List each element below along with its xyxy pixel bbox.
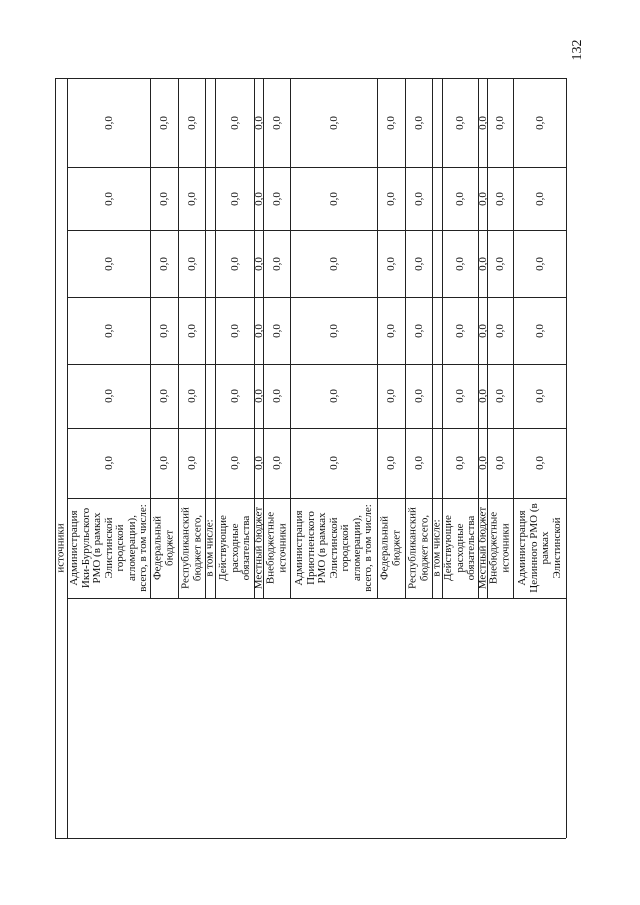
value-text: 0,0 — [102, 323, 115, 338]
row-label-line: бюджет — [163, 530, 175, 566]
value-text: 0,0 — [454, 191, 466, 206]
value-text: 0,0 — [228, 389, 241, 403]
value-cell — [513, 364, 566, 428]
value-cell — [442, 167, 478, 230]
value-cell — [432, 78, 442, 167]
row-label-line: бюджет всего, — [190, 514, 203, 582]
value-text: 0,0 — [412, 191, 425, 206]
value-text: 0,0 — [252, 256, 265, 271]
value-cell — [215, 297, 254, 364]
row-label-line: агломерации), — [124, 515, 137, 581]
value-cell — [487, 167, 513, 230]
value-cell — [55, 297, 67, 364]
value-cell — [263, 364, 290, 428]
row-label-line: рамках — [538, 531, 551, 565]
value-cell — [215, 78, 254, 167]
value-cell — [178, 230, 205, 297]
value-cell — [513, 428, 566, 498]
row-label-line: бюджет — [390, 530, 402, 566]
value-cell — [290, 428, 377, 498]
value-cell — [178, 167, 205, 230]
row-label-cell — [442, 498, 478, 598]
row-label-line: агломерации), — [349, 515, 362, 581]
table-border-bottom — [55, 838, 566, 839]
value-cell — [150, 297, 178, 364]
row-label-line: Внебюджетные — [264, 511, 276, 585]
value-text: 0,0 — [385, 191, 397, 206]
value-text: 0,0 — [270, 191, 283, 206]
value-text: 0,0 — [158, 256, 170, 271]
value-cell — [215, 428, 254, 498]
row-label-line: обязательства — [464, 515, 477, 581]
value-cell — [487, 230, 513, 297]
value-cell — [215, 230, 254, 297]
row-label-line: источники — [54, 523, 67, 573]
value-text: 0,0 — [476, 456, 489, 470]
value-text: 0,0 — [327, 323, 340, 338]
value-cell — [478, 428, 487, 498]
page-number: 132 — [570, 39, 585, 61]
row-label-line: Республиканский — [406, 507, 418, 589]
value-text: 0,0 — [412, 323, 425, 338]
value-cell — [377, 428, 405, 498]
value-cell — [377, 230, 405, 297]
value-text: 0,0 — [412, 456, 425, 470]
row-label-line: в том числе: — [203, 519, 216, 577]
value-cell — [432, 297, 442, 364]
row-label-line: РМО (в рамках — [315, 512, 328, 584]
value-text: 0,0 — [385, 389, 397, 403]
value-cell — [55, 78, 67, 167]
value-cell — [67, 364, 150, 428]
value-text: 0,0 — [533, 389, 546, 403]
value-cell — [67, 78, 150, 167]
value-text: 0,0 — [454, 456, 466, 470]
value-text: 0,0 — [270, 115, 283, 130]
value-cell — [487, 428, 513, 498]
value-text: 0,0 — [454, 256, 466, 271]
value-cell — [205, 297, 215, 364]
value-cell — [405, 167, 432, 230]
value-cell — [263, 428, 290, 498]
value-cell — [405, 78, 432, 167]
row-label-line: Администрация — [292, 510, 305, 586]
value-text: 0,0 — [158, 115, 170, 130]
value-cell — [263, 167, 290, 230]
value-text: 0,0 — [252, 191, 265, 206]
value-text: 0,0 — [228, 115, 241, 130]
row-label-line: Федеральный — [151, 515, 164, 581]
row-label-cell — [150, 498, 178, 598]
row-label-cell — [67, 498, 150, 598]
row-label-line: всего, в том числе: — [361, 504, 374, 592]
value-cell — [150, 428, 178, 498]
row-label-cell — [251, 498, 264, 598]
value-text: 0,0 — [476, 256, 489, 271]
value-cell — [478, 364, 487, 428]
row-label-line: обязательства — [239, 515, 252, 581]
value-cell — [442, 428, 478, 498]
value-text: 0,0 — [252, 115, 265, 130]
value-text: 0,0 — [185, 456, 198, 470]
row-label-line: Приютненского — [303, 511, 316, 585]
value-cell — [442, 364, 478, 428]
value-cell — [215, 167, 254, 230]
value-cell — [67, 428, 150, 498]
row-label-line: городской — [338, 524, 351, 572]
value-cell — [178, 78, 205, 167]
value-cell — [487, 297, 513, 364]
row-label-cell — [178, 498, 205, 598]
row-label-line: в том числе: — [430, 519, 443, 577]
value-text: 0,0 — [494, 115, 506, 130]
value-cell — [215, 364, 254, 428]
value-cell — [377, 78, 405, 167]
value-cell — [290, 230, 377, 297]
value-text: 0,0 — [327, 191, 340, 206]
value-text: 0,0 — [385, 115, 397, 130]
value-cell — [55, 364, 67, 428]
row-label-cell — [263, 498, 290, 598]
value-text: 0,0 — [494, 389, 506, 403]
value-cell — [254, 230, 263, 297]
value-cell — [377, 167, 405, 230]
row-label-line: Элистинской — [101, 517, 114, 579]
value-text: 0,0 — [102, 389, 115, 403]
value-text: 0,0 — [102, 115, 115, 130]
row-label-line: Ики-Бурульского — [78, 507, 91, 589]
row-label-cell — [513, 498, 566, 598]
value-cell — [55, 428, 67, 498]
value-text: 0,0 — [252, 456, 265, 470]
value-cell — [150, 230, 178, 297]
row-label-cell — [290, 498, 377, 598]
value-cell — [442, 230, 478, 297]
value-cell — [67, 297, 150, 364]
row-label-cell — [487, 498, 513, 598]
row-label-line: Федеральный — [378, 515, 391, 581]
value-text: 0,0 — [454, 323, 466, 338]
value-cell — [432, 364, 442, 428]
value-text: 0,0 — [494, 256, 506, 271]
row-label-line: всего, в том числе: — [136, 504, 149, 592]
value-text: 0,0 — [185, 256, 198, 271]
row-label-line: РМО (в рамках — [90, 512, 103, 584]
value-cell — [513, 297, 566, 364]
row-label-line: бюджет всего, — [417, 514, 430, 582]
value-cell — [377, 364, 405, 428]
value-text: 0,0 — [102, 456, 115, 470]
value-cell — [290, 364, 377, 428]
value-text: 0,0 — [327, 389, 340, 403]
value-cell — [67, 167, 150, 230]
value-cell — [513, 230, 566, 297]
value-cell — [377, 297, 405, 364]
row-label-line: расходные — [453, 523, 466, 573]
value-cell — [405, 428, 432, 498]
table-border-right — [566, 78, 567, 838]
row-label-cell — [405, 498, 432, 598]
value-cell — [405, 297, 432, 364]
value-cell — [205, 167, 215, 230]
value-cell — [67, 230, 150, 297]
value-cell — [478, 230, 487, 297]
row-label-cell — [475, 498, 488, 598]
value-cell — [205, 364, 215, 428]
value-cell — [478, 297, 487, 364]
row-label-cell — [215, 498, 254, 598]
value-cell — [405, 230, 432, 297]
value-text: 0,0 — [158, 389, 170, 403]
value-cell — [263, 230, 290, 297]
row-label-cell — [205, 498, 215, 598]
row-label-line: Местный бюджет — [251, 506, 264, 590]
value-cell — [178, 428, 205, 498]
row-label-line: источники — [499, 523, 511, 573]
row-label-cell — [55, 498, 67, 598]
value-text: 0,0 — [228, 456, 241, 470]
value-text: 0,0 — [412, 389, 425, 403]
value-cell — [290, 167, 377, 230]
value-cell — [254, 364, 263, 428]
value-text: 0,0 — [102, 256, 115, 271]
row-label-line: городской — [113, 524, 126, 572]
value-text: 0,0 — [270, 256, 283, 271]
value-cell — [205, 230, 215, 297]
value-text: 0,0 — [228, 323, 241, 338]
value-cell — [290, 297, 377, 364]
value-text: 0,0 — [252, 323, 265, 338]
value-cell — [405, 364, 432, 428]
row-label-line: Местный бюджет — [475, 506, 488, 590]
value-text: 0,0 — [476, 115, 489, 130]
value-text: 0,0 — [533, 323, 546, 338]
value-text: 0,0 — [185, 191, 198, 206]
row-label-line: Элистинской — [326, 517, 339, 579]
value-text: 0,0 — [327, 115, 340, 130]
value-text: 0,0 — [327, 456, 340, 470]
value-cell — [254, 428, 263, 498]
row-label-line: Внебюджетные — [487, 511, 500, 585]
value-text: 0,0 — [228, 256, 241, 271]
value-cell — [478, 78, 487, 167]
value-cell — [55, 167, 67, 230]
row-label-line: Целинного РМО (в — [527, 503, 539, 593]
value-cell — [478, 167, 487, 230]
value-text: 0,0 — [494, 456, 506, 470]
value-cell — [150, 167, 178, 230]
value-text: 0,0 — [476, 389, 489, 403]
value-cell — [263, 78, 290, 167]
value-cell — [487, 364, 513, 428]
value-cell — [263, 297, 290, 364]
value-text: 0,0 — [476, 191, 489, 206]
value-text: 0,0 — [185, 115, 198, 130]
value-cell — [205, 78, 215, 167]
row-label-line: Администрация — [67, 510, 80, 586]
value-text: 0,0 — [494, 191, 506, 206]
value-text: 0,0 — [454, 115, 466, 130]
value-cell — [442, 297, 478, 364]
row-label-line: Республиканский — [179, 507, 191, 589]
value-cell — [254, 78, 263, 167]
value-cell — [487, 78, 513, 167]
row-label-line: расходные — [227, 523, 240, 573]
column-separator — [67, 598, 566, 599]
value-text: 0,0 — [533, 191, 546, 206]
value-cell — [178, 364, 205, 428]
value-cell — [432, 230, 442, 297]
value-text: 0,0 — [385, 323, 397, 338]
value-text: 0,0 — [385, 456, 397, 470]
value-text: 0,0 — [412, 256, 425, 271]
value-cell — [290, 78, 377, 167]
row-label-cell — [377, 498, 405, 598]
row-label-line: Администрация — [515, 510, 528, 586]
row-label-line: Элистинской — [550, 517, 562, 579]
value-text: 0,0 — [533, 456, 546, 470]
value-text: 0,0 — [327, 256, 340, 271]
value-text: 0,0 — [185, 323, 198, 338]
value-text: 0,0 — [158, 323, 170, 338]
value-text: 0,0 — [270, 323, 283, 338]
row-label-line: Действующие — [441, 515, 454, 581]
value-cell — [432, 428, 442, 498]
value-cell — [254, 167, 263, 230]
value-cell — [205, 428, 215, 498]
value-cell — [442, 78, 478, 167]
value-text: 0,0 — [270, 456, 283, 470]
value-text: 0,0 — [533, 256, 546, 271]
value-cell — [513, 167, 566, 230]
row-label-line: Действующие — [216, 515, 229, 581]
value-cell — [178, 297, 205, 364]
value-text: 0,0 — [476, 323, 489, 338]
value-text: 0,0 — [494, 323, 506, 338]
value-cell — [150, 78, 178, 167]
value-text: 0,0 — [454, 389, 466, 403]
value-cell — [513, 78, 566, 167]
value-cell — [432, 167, 442, 230]
value-text: 0,0 — [252, 389, 265, 403]
value-text: 0,0 — [385, 256, 397, 271]
value-text: 0,0 — [158, 456, 170, 470]
row-label-line: источники — [275, 523, 288, 573]
value-text: 0,0 — [228, 191, 241, 206]
value-cell — [55, 230, 67, 297]
row-label-cell — [432, 498, 442, 598]
value-text: 0,0 — [412, 115, 425, 130]
value-text: 0,0 — [158, 191, 170, 206]
value-cell — [254, 297, 263, 364]
value-text: 0,0 — [185, 389, 198, 403]
value-cell — [150, 364, 178, 428]
value-text: 0,0 — [270, 389, 283, 403]
value-text: 0,0 — [102, 191, 115, 206]
value-text: 0,0 — [533, 115, 546, 130]
